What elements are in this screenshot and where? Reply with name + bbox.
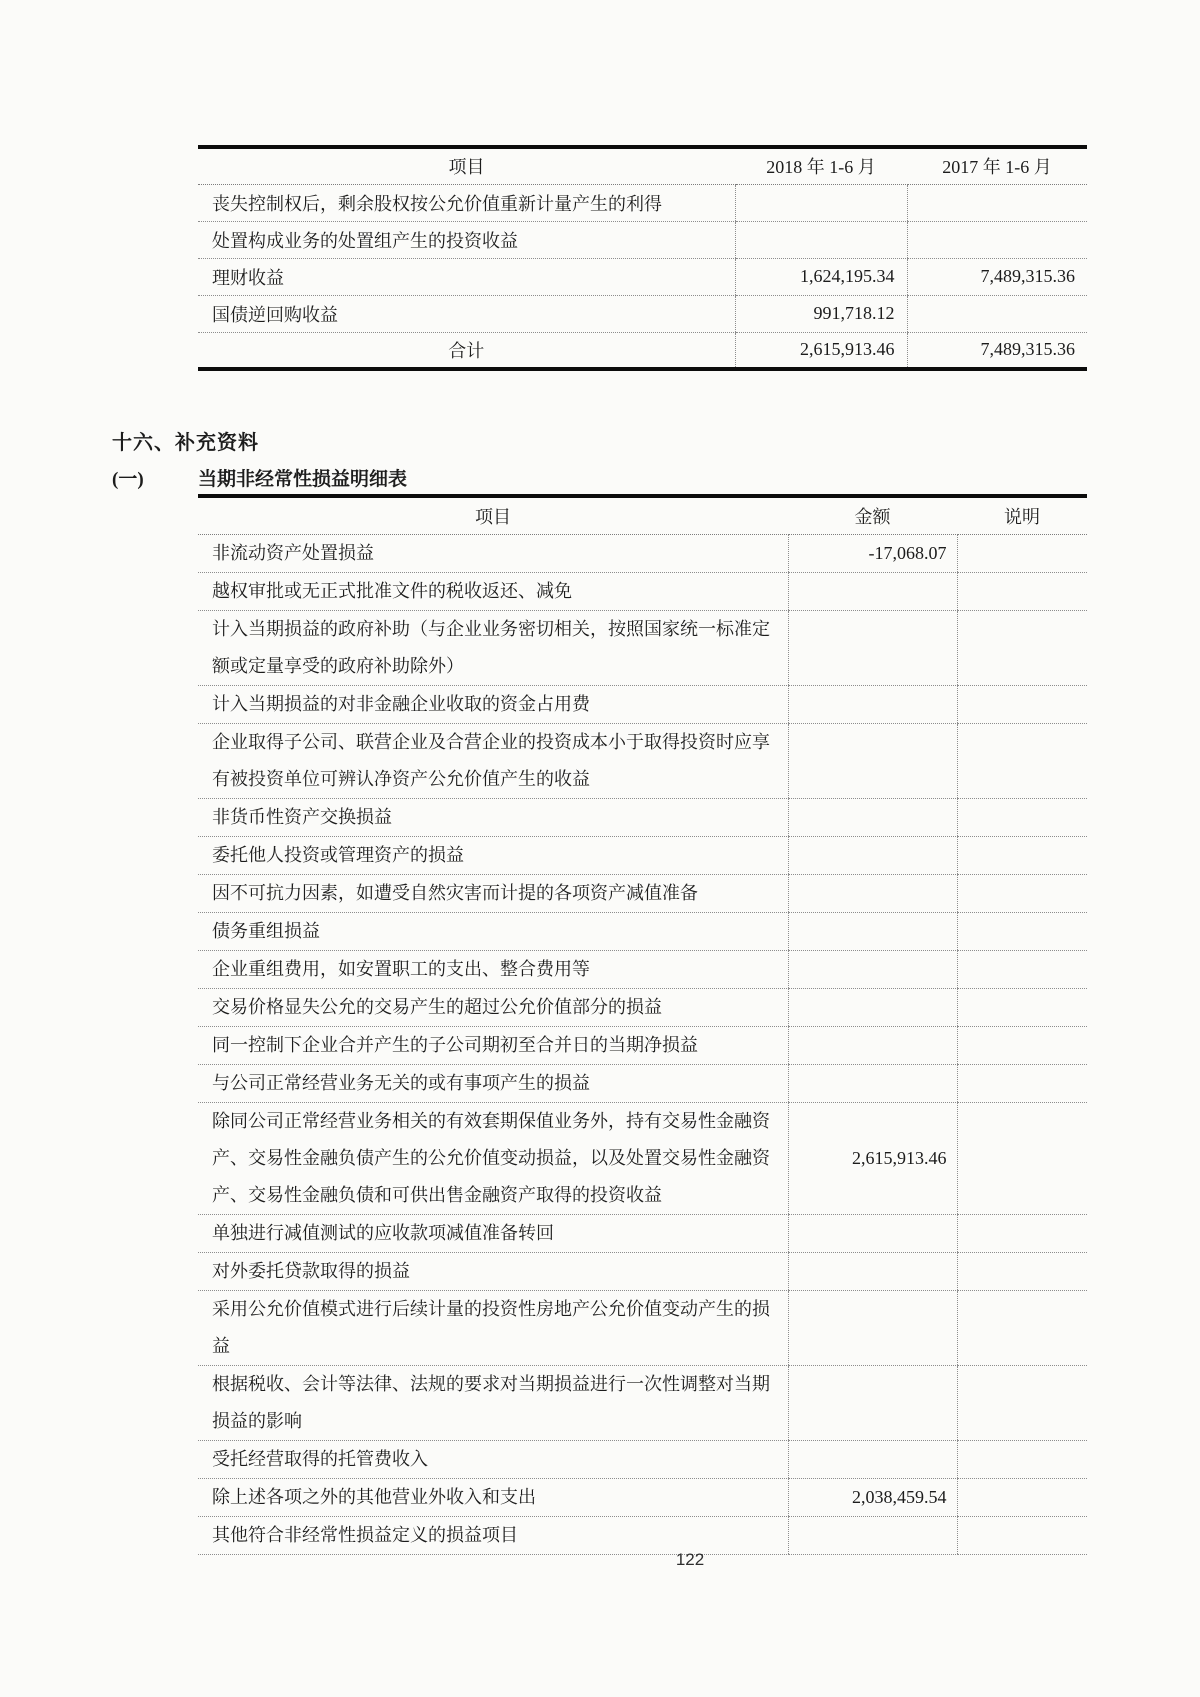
- column-header-item: 项目: [198, 147, 735, 184]
- item-cell: 委托他人投资或管理资产的损益: [198, 836, 788, 874]
- item-cell: 对外委托贷款取得的损益: [198, 1252, 788, 1290]
- page-number: 122: [675, 1550, 705, 1569]
- amount-cell: [788, 1252, 957, 1290]
- amount-cell: [788, 685, 957, 723]
- item-cell: 除同公司正常经营业务相关的有效套期保值业务外，持有交易性金融资产、交易性金融负债产生的公允价值变动损益，以及处置交易性金融资产、交易性金融负债和可供出售金融资产取得的投资收益: [198, 1102, 788, 1214]
- note-cell: [957, 1214, 1087, 1252]
- item-cell: 其他符合非经常性损益定义的损益项目: [198, 1516, 788, 1554]
- amount-cell: [788, 1440, 957, 1478]
- table-row: [198, 1252, 1087, 1290]
- amount-2018-cell: [735, 184, 907, 221]
- non-recurring-items-table: [198, 494, 1087, 1555]
- item-cell: 非流动资产处置损益: [198, 534, 788, 572]
- item-cell: 企业重组费用，如安置职工的支出、整合费用等: [198, 950, 788, 988]
- amount-2018-cell: [735, 221, 907, 258]
- table-row: [198, 1478, 1087, 1516]
- table-row: [198, 1214, 1087, 1252]
- table-row: [198, 610, 1087, 685]
- amount-cell: [788, 1290, 957, 1365]
- note-cell: [957, 572, 1087, 610]
- note-cell: [957, 1290, 1087, 1365]
- note-cell: [957, 912, 1087, 950]
- table-row: [198, 1440, 1087, 1478]
- investment-income-table: [198, 145, 1087, 371]
- table-row: [198, 836, 1087, 874]
- table-row: [198, 685, 1087, 723]
- note-cell: [957, 798, 1087, 836]
- note-cell: [957, 988, 1087, 1026]
- table-row: [198, 1026, 1087, 1064]
- amount-cell: [788, 572, 957, 610]
- subsection-number: (一): [112, 469, 144, 490]
- table-row: [198, 950, 1087, 988]
- item-cell: 计入当期损益的政府补助（与企业业务密切相关，按照国家统一标准定额或定量享受的政府补助除外）: [198, 610, 788, 685]
- amount-2017-cell: [907, 221, 1087, 258]
- column-header-2018: 2018 年 1-6 月: [735, 147, 907, 184]
- table-row: [198, 1064, 1087, 1102]
- note-cell: [957, 950, 1087, 988]
- item-cell: 受托经营取得的托管费收入: [198, 1440, 788, 1478]
- item-cell: 越权审批或无正式批准文件的税收返还、减免: [198, 572, 788, 610]
- note-cell: [957, 1440, 1087, 1478]
- amount-2018-cell: 1,624,195.34: [735, 258, 907, 295]
- amount-2018-cell: 2,615,913.46: [735, 332, 907, 369]
- item-cell: 与公司正常经营业务无关的或有事项产生的损益: [198, 1064, 788, 1102]
- table-row: [198, 1290, 1087, 1365]
- item-cell: 计入当期损益的对非金融企业收取的资金占用费: [198, 685, 788, 723]
- amount-cell: [788, 874, 957, 912]
- item-cell: 同一控制下企业合并产生的子公司期初至合并日的当期净损益: [198, 1026, 788, 1064]
- amount-cell: [788, 988, 957, 1026]
- column-header-item: 项目: [198, 496, 788, 534]
- note-cell: [957, 1516, 1087, 1554]
- amount-cell: [788, 1214, 957, 1252]
- table-row: [198, 874, 1087, 912]
- table-row: [198, 572, 1087, 610]
- item-cell: 根据税收、会计等法律、法规的要求对当期损益进行一次性调整对当期损益的影响: [198, 1365, 788, 1440]
- amount-2017-cell: [907, 295, 1087, 332]
- note-cell: [957, 1102, 1087, 1214]
- column-header-2017: 2017 年 1-6 月: [907, 147, 1087, 184]
- item-cell: 除上述各项之外的其他营业外收入和支出: [198, 1478, 788, 1516]
- note-cell: [957, 1064, 1087, 1102]
- item-cell: 债务重组损益: [198, 912, 788, 950]
- amount-cell: [788, 610, 957, 685]
- note-cell: [957, 1252, 1087, 1290]
- table-row: [198, 534, 1087, 572]
- table-row: [198, 723, 1087, 798]
- item-cell: 企业取得子公司、联营企业及合营企业的投资成本小于取得投资时应享有被投资单位可辨认净资产公允价值产生的收益: [198, 723, 788, 798]
- table-row: [198, 258, 1087, 295]
- amount-cell: [788, 798, 957, 836]
- item-cell: 因不可抗力因素，如遭受自然灾害而计提的各项资产减值准备: [198, 874, 788, 912]
- amount-2017-cell: 7,489,315.36: [907, 332, 1087, 369]
- amount-cell: [788, 950, 957, 988]
- amount-cell: [788, 1516, 957, 1554]
- table-row: [198, 1365, 1087, 1440]
- note-cell: [957, 610, 1087, 685]
- note-cell: [957, 1365, 1087, 1440]
- subsection-heading: [112, 464, 407, 491]
- amount-cell: -17,068.07: [788, 534, 957, 572]
- amount-cell: [788, 1064, 957, 1102]
- amount-2017-cell: 7,489,315.36: [907, 258, 1087, 295]
- item-cell: 非货币性资产交换损益: [198, 798, 788, 836]
- table-row: [198, 332, 1087, 369]
- table-row: [198, 295, 1087, 332]
- amount-cell: [788, 1365, 957, 1440]
- amount-cell: [788, 836, 957, 874]
- note-cell: [957, 1026, 1087, 1064]
- table-row: [198, 184, 1087, 221]
- amount-cell: 2,615,913.46: [788, 1102, 957, 1214]
- amount-2018-cell: 991,718.12: [735, 295, 907, 332]
- item-cell: 国债逆回购收益: [198, 295, 735, 332]
- note-cell: [957, 1478, 1087, 1516]
- note-cell: [957, 534, 1087, 572]
- table-header-row: [198, 496, 1087, 534]
- amount-cell: 2,038,459.54: [788, 1478, 957, 1516]
- note-cell: [957, 685, 1087, 723]
- item-cell: 单独进行减值测试的应收款项减值准备转回: [198, 1214, 788, 1252]
- item-cell: 交易价格显失公允的交易产生的超过公允价值部分的损益: [198, 988, 788, 1026]
- table-row: [198, 912, 1087, 950]
- item-cell: 处置构成业务的处置组产生的投资收益: [198, 221, 735, 258]
- subsection-title: 当期非经常性损益明细表: [198, 469, 408, 490]
- table-row: [198, 1516, 1087, 1554]
- amount-cell: [788, 1026, 957, 1064]
- note-cell: [957, 874, 1087, 912]
- table-row: [198, 798, 1087, 836]
- table-row: [198, 988, 1087, 1026]
- column-header-amount: 金额: [788, 496, 957, 534]
- column-header-note: 说明: [957, 496, 1087, 534]
- table-row: [198, 1102, 1087, 1214]
- item-cell: 合计: [448, 340, 485, 361]
- section-heading: 十六、补充资料: [112, 432, 259, 454]
- table-header-row: [198, 147, 1087, 184]
- amount-cell: [788, 912, 957, 950]
- note-cell: [957, 723, 1087, 798]
- item-cell: 理财收益: [198, 258, 735, 295]
- amount-2017-cell: [907, 184, 1087, 221]
- note-cell: [957, 836, 1087, 874]
- item-cell: 采用公允价值模式进行后续计量的投资性房地产公允价值变动产生的损益: [198, 1290, 788, 1365]
- table-row: [198, 221, 1087, 258]
- item-cell: 丧失控制权后，剩余股权按公允价值重新计量产生的利得: [198, 184, 735, 221]
- amount-cell: [788, 723, 957, 798]
